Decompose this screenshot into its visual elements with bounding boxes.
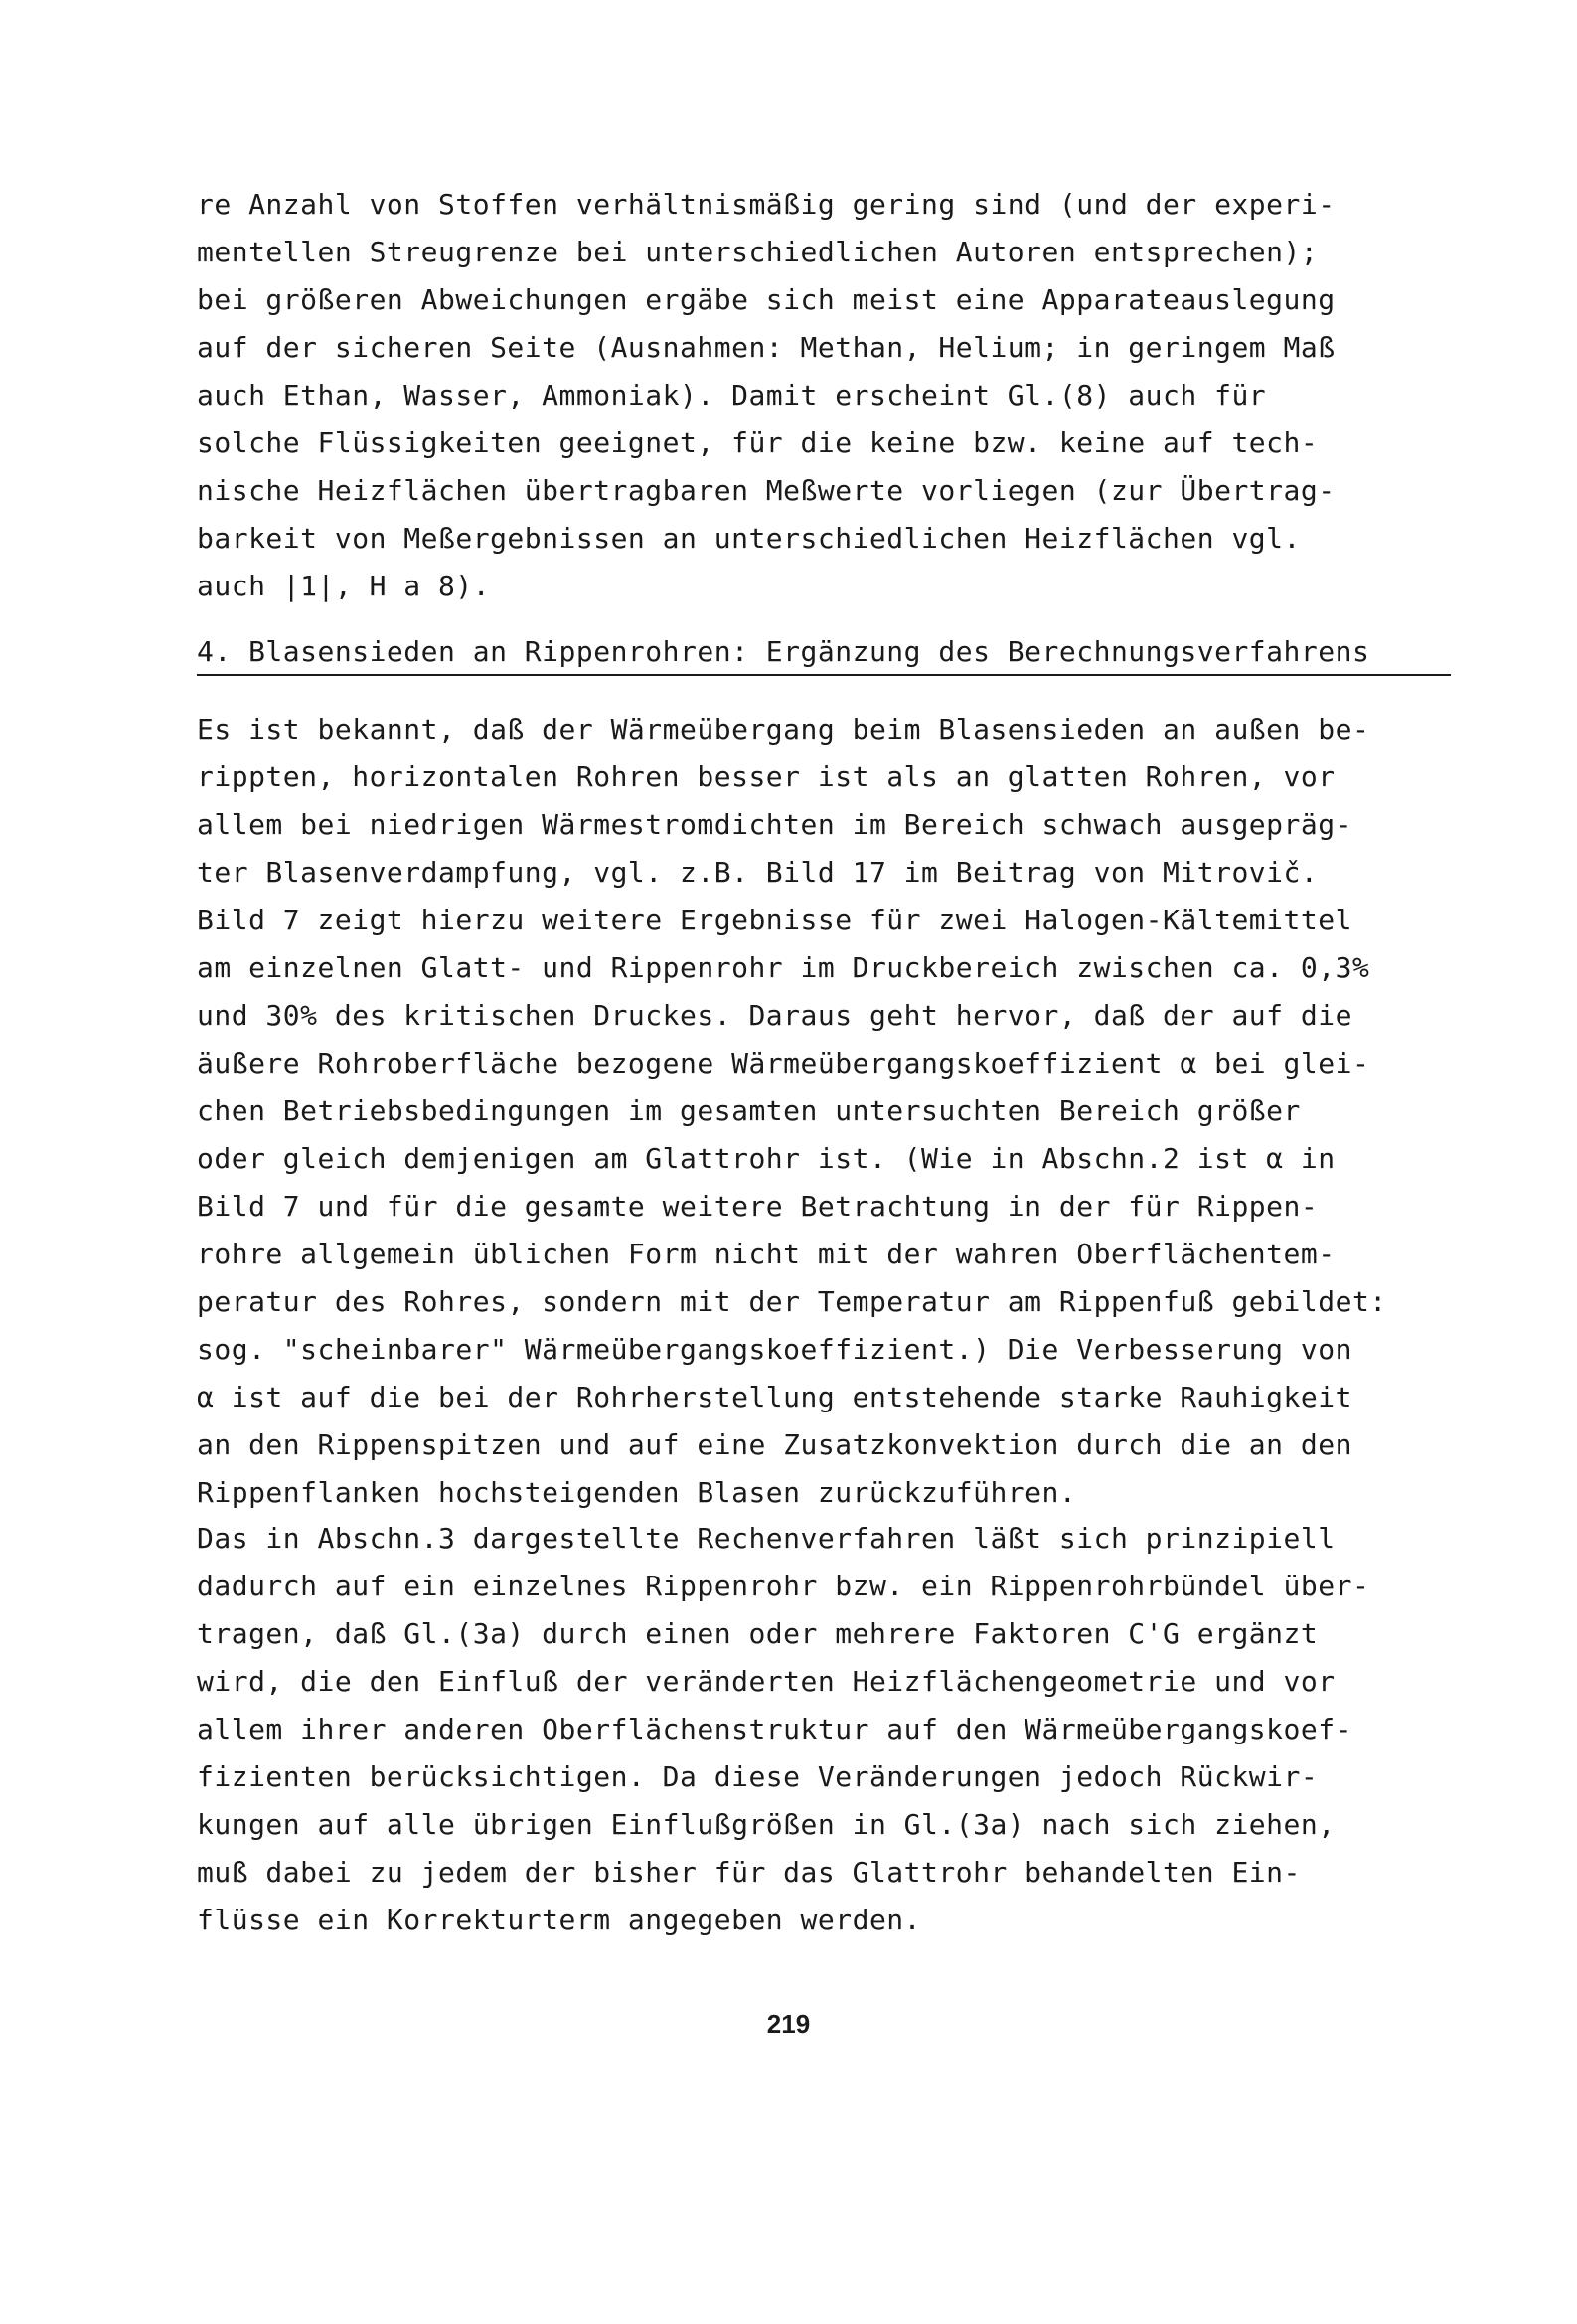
text-line: Das in Abschn.3 dargestellte Rechenverfahren läßt sich prinzipiell — [197, 1522, 1336, 1555]
text-line: sog. "scheinbarer" Wärmeübergangskoeffizient.) Die Verbesserung von — [197, 1333, 1352, 1366]
text-line: Bild 7 zeigt hierzu weitere Ergebnisse für zwei Halogen-Kältemittel — [197, 904, 1352, 936]
text-line: Bild 7 und für die gesamte weitere Betrachtung in der für Rippen- — [197, 1190, 1319, 1223]
text-line: rippten, horizontalen Rohren besser ist als an glatten Rohren, vor — [197, 760, 1336, 793]
text-line: peratur des Rohres, sondern mit der Temperatur am Rippenfuß gebildet: — [197, 1285, 1387, 1318]
section-heading-text: 4. Blasensieden an Rippenrohren: Ergänzung des Berechnungsverfahrens — [197, 635, 1370, 668]
text-line: α ist auf die bei der Rohrherstellung entstehende starke Rauhigkeit — [197, 1381, 1352, 1413]
text-line: oder gleich demjenigen am Glattrohr ist. (Wie in Abschn.2 ist α in — [197, 1142, 1336, 1175]
text-line: am einzelnen Glatt- und Rippenrohr im Druckbereich zwischen ca. 0,3% — [197, 951, 1370, 984]
text-line: Rippenflanken hochsteigenden Blasen zurückzuführen. — [197, 1476, 1077, 1509]
text-line: allem bei niedrigen Wärmestromdichten im Bereich schwach ausgepräg- — [197, 808, 1352, 841]
text-line: auch |1|, H a 8). — [197, 570, 491, 602]
text-line: tragen, daß Gl.(3a) durch einen oder mehrere Faktoren C'G ergänzt — [197, 1617, 1319, 1650]
text-line: auf der sicheren Seite (Ausnahmen: Methan, Helium; in geringem Maß — [197, 331, 1336, 364]
text-line: an den Rippenspitzen und auf eine Zusatzkonvektion durch die an den — [197, 1428, 1352, 1461]
section-heading — [197, 628, 1459, 680]
text-line: re Anzahl von Stoffen verhältnismäßig gering sind (und der experi- — [197, 188, 1336, 221]
text-line: äußere Rohroberfläche bezogene Wärmeübergangskoeffizient α bei glei- — [197, 1047, 1370, 1079]
text-line: barkeit von Meßergebnissen an unterschiedlichen Heizflächen vgl. — [197, 522, 1301, 555]
text-line: fizienten berücksichtigen. Da diese Veränderungen jedoch Rückwir- — [197, 1760, 1319, 1793]
paragraph-1 — [197, 181, 1459, 610]
text-line: muß dabei zu jedem der bisher für das Glattrohr behandelten Ein- — [197, 1856, 1301, 1889]
text-line: nische Heizflächen übertragbaren Meßwerte vorliegen (zur Übertrag- — [197, 474, 1336, 507]
text-line: allem ihrer anderen Oberflächenstruktur auf den Wärmeübergangskoef- — [197, 1713, 1352, 1745]
text-line: auch Ethan, Wasser, Ammoniak). Damit erscheint Gl.(8) auch für — [197, 379, 1267, 412]
text-line: und 30% des kritischen Druckes. Daraus geht hervor, daß der auf die — [197, 999, 1352, 1032]
paragraph-2 — [197, 706, 1459, 1517]
text-line: flüsse ein Korrekturterm angegeben werden. — [197, 1904, 922, 1936]
text-line: rohre allgemein üblichen Form nicht mit der wahren Oberflächentem- — [197, 1238, 1336, 1270]
text-line: kungen auf alle übrigen Einflußgrößen in Gl.(3a) nach sich ziehen, — [197, 1808, 1336, 1841]
text-line: wird, die den Einfluß der veränderten Heizflächengeometrie und vor — [197, 1665, 1336, 1698]
text-line: dadurch auf ein einzelnes Rippenrohr bzw. ein Rippenrohrbündel über- — [197, 1570, 1370, 1602]
text-line: ter Blasenverdampfung, vgl. z.B. Bild 17 im Beitrag von Mitrovič. — [197, 856, 1319, 889]
text-line: bei größeren Abweichungen ergäbe sich meist eine Apparateauslegung — [197, 283, 1336, 316]
text-line: chen Betriebsbedingungen im gesamten untersuchten Bereich größer — [197, 1094, 1301, 1127]
text-line: mentellen Streugrenze bei unterschiedlichen Autoren entsprechen); — [197, 236, 1319, 268]
text-line: Es ist bekannt, daß der Wärmeübergang beim Blasensieden an außen be- — [197, 713, 1370, 746]
heading-underline — [197, 674, 1451, 676]
paragraph-3 — [197, 1515, 1459, 1944]
text-line: solche Flüssigkeiten geeignet, für die keine bzw. keine auf tech- — [197, 426, 1319, 459]
page-number: 219 — [766, 2009, 811, 2039]
